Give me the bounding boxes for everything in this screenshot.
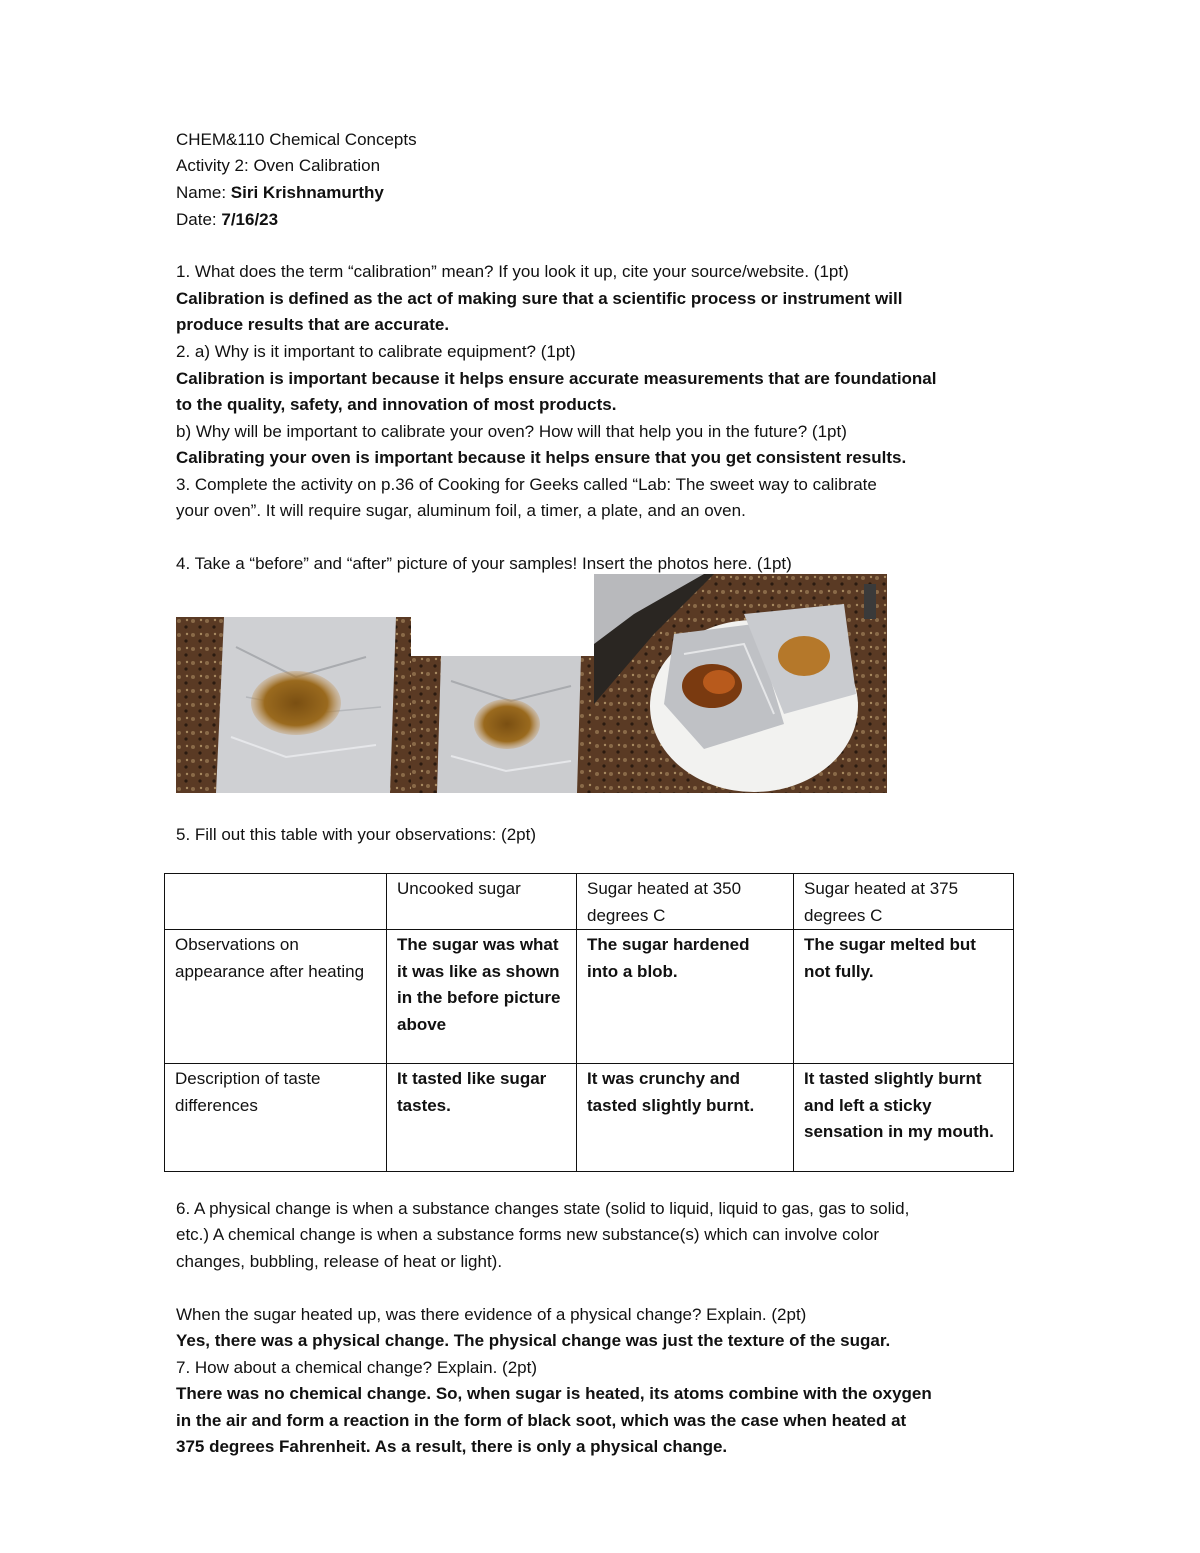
date-value: 7/16/23 <box>221 210 279 229</box>
table-header-cell: Sugar heated at 350 degrees C <box>577 874 794 930</box>
q7-question: 7. How about a chemical change? Explain. (2pt) <box>176 1358 537 1377</box>
q3-line: 3. Complete the activity on p.36 of Cooking for Geeks called “Lab: The sweet way to calibrate <box>176 475 877 494</box>
table-cell: The sugar was what it was like as shown in the before picture above <box>387 930 577 1064</box>
q2a-question: 2. a) Why is it important to calibrate equipment? (1pt) <box>176 342 576 361</box>
name-value: Siri Krishnamurthy <box>230 183 384 202</box>
student-name-line <box>176 180 384 206</box>
table-row <box>165 1064 1014 1172</box>
table-cell: The sugar melted but not fully. <box>794 930 1014 1064</box>
date-label: Date: <box>176 210 222 229</box>
q6-answer: Yes, there was a physical change. The physical change was just the texture of the sugar. <box>176 1331 891 1350</box>
q1-answer-line: produce results that are accurate. <box>176 315 450 334</box>
q1-answer-line: Calibration is defined as the act of making sure that a scientific process or instrument will <box>176 289 903 308</box>
after-photo <box>594 574 887 793</box>
table-row <box>165 930 1014 1064</box>
q6-question: When the sugar heated up, was there evidence of a physical change? Explain. (2pt) <box>176 1305 807 1324</box>
table-cell: It tasted slightly burnt and left a sticky sensation in my mouth. <box>794 1064 1014 1172</box>
table-cell: It tasted like sugar tastes. <box>387 1064 577 1172</box>
q2b-answer: Calibrating your oven is important because it helps ensure that you get consistent results. <box>176 448 907 467</box>
table-header-cell: Uncooked sugar <box>387 874 577 930</box>
table-header-cell: Sugar heated at 375 degrees C <box>794 874 1014 930</box>
name-label: Name: <box>176 183 231 202</box>
before-photo-1 <box>176 617 411 793</box>
q2a-answer-line: Calibration is important because it helps ensure accurate measurements that are foundational <box>176 369 937 388</box>
table-header-cell <box>165 874 387 930</box>
q2b-question: b) Why will be important to calibrate your oven? How will that help you in the future? (1pt) <box>176 422 847 441</box>
course-title: CHEM&110 Chemical Concepts <box>176 130 417 149</box>
table-cell: It was crunchy and tasted slightly burnt. <box>577 1064 794 1172</box>
after-photo-image <box>594 574 887 793</box>
q4-question: 4. Take a “before” and “after” picture of your samples! Insert the photos here. (1pt) <box>176 554 792 573</box>
q7-answer-line: There was no chemical change. So, when sugar is heated, its atoms combine with the oxygen <box>176 1384 932 1403</box>
table-cell: The sugar hardened into a blob. <box>577 930 794 1064</box>
table-header-row <box>165 874 1014 930</box>
q6-intro-line: changes, bubbling, release of heat or light). <box>176 1252 503 1271</box>
before-photo-2-image <box>411 656 594 793</box>
before-photo-2 <box>411 656 594 793</box>
q5-question: 5. Fill out this table with your observations: (2pt) <box>176 825 536 844</box>
q7-answer-line: in the air and form a reaction in the form of black soot, which was the case when heated at <box>176 1411 907 1430</box>
q2a-answer-line: to the quality, safety, and innovation of most products. <box>176 395 617 414</box>
q1-question: 1. What does the term “calibration” mean? If you look it up, cite your source/website. (1pt) <box>176 262 849 281</box>
q6-intro-line: 6. A physical change is when a substance changes state (solid to liquid, liquid to gas, gas to solid, <box>176 1199 910 1218</box>
date-line <box>176 207 278 233</box>
activity-title: Activity 2: Oven Calibration <box>176 156 381 175</box>
q7-answer-line: 375 degrees Fahrenheit. As a result, there is only a physical change. <box>176 1437 728 1456</box>
row-label-cell: Observations on appearance after heating <box>165 930 387 1064</box>
q3-line: your oven”. It will require sugar, aluminum foil, a timer, a plate, and an oven. <box>176 501 746 520</box>
before-photo-1-image <box>176 617 411 793</box>
observations-table <box>164 873 1014 1172</box>
q6-intro-line: etc.) A chemical change is when a substance forms new substance(s) which can involve color <box>176 1225 880 1244</box>
row-label-cell: Description of taste differences <box>165 1064 387 1172</box>
